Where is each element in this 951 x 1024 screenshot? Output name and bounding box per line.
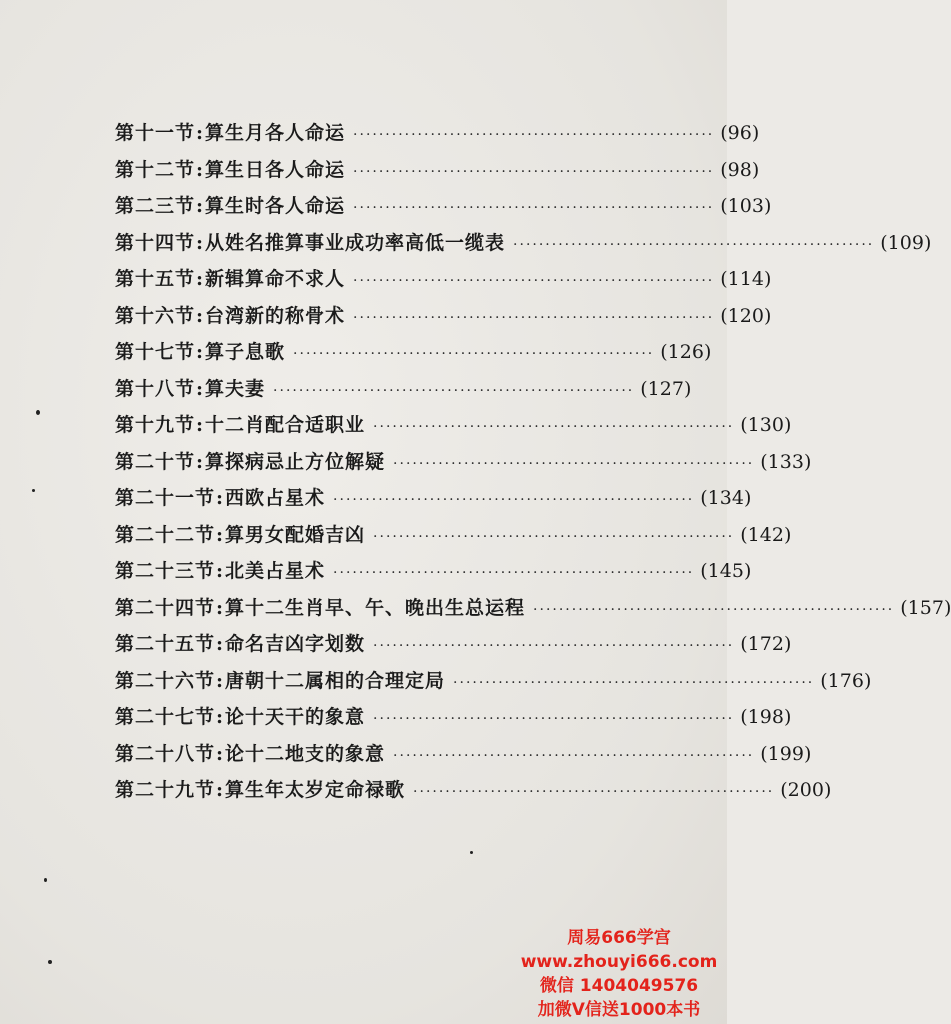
toc-entry — [115, 228, 932, 265]
dot-leader: ························································ — [413, 784, 775, 800]
section-number: 第十二节 — [115, 158, 196, 181]
section-title: 算子息歌 — [205, 341, 286, 363]
section-number: 第十九节 — [115, 414, 196, 436]
separator: : — [216, 706, 225, 728]
section-number: 第十六节 — [115, 304, 196, 327]
section-number: 第二三节 — [115, 195, 196, 217]
separator: : — [196, 122, 205, 144]
section-title: 台湾新的称骨术 — [205, 304, 346, 327]
section-number: 第二十一节 — [115, 487, 216, 509]
dot-leader: ························································ — [393, 455, 755, 472]
page-number: (133) — [760, 450, 812, 473]
separator: : — [216, 742, 225, 765]
section-number: 第十四节 — [115, 231, 196, 254]
separator: : — [196, 450, 205, 473]
section-title: 从姓名推算事业成功率高低一缆表 — [205, 231, 506, 254]
dot-leader: ························································ — [393, 747, 755, 764]
page-number: (200) — [780, 779, 832, 801]
page-number: (96) — [720, 122, 760, 144]
toc-entry — [115, 702, 792, 739]
dot-leader: ························································ — [373, 638, 735, 654]
toc-entry — [115, 629, 792, 666]
section-number: 第十一节 — [115, 122, 196, 144]
page-number: (198) — [740, 706, 792, 728]
dot-leader: ························································ — [373, 711, 735, 727]
toc-entry — [115, 483, 752, 520]
section-number: 第二十二节 — [115, 523, 216, 546]
toc-entry — [115, 337, 712, 374]
dot-leader: ························································ — [453, 674, 815, 691]
watermark-promo: 加微V信送1000本书 — [537, 1000, 701, 1020]
dot-leader: ························································ — [353, 309, 715, 326]
toc-entry — [115, 118, 760, 155]
section-number: 第二十节 — [115, 450, 196, 473]
dot-leader: ························································ — [333, 492, 695, 508]
section-title: 新辑算命不求人 — [205, 268, 346, 290]
section-number: 第二十五节 — [115, 633, 216, 655]
section-title: 北美占星术 — [225, 560, 326, 582]
separator: : — [216, 487, 225, 509]
separator: : — [196, 231, 205, 254]
separator: : — [216, 669, 225, 692]
toc-entry — [115, 520, 792, 557]
section-number: 第二十七节 — [115, 706, 216, 728]
page-number: (145) — [700, 560, 752, 582]
page-number: (120) — [720, 304, 772, 327]
watermark — [519, 926, 719, 1022]
section-title: 算生日各人命运 — [205, 158, 346, 181]
dot-leader: ························································ — [533, 601, 895, 618]
scan-speck — [44, 878, 47, 882]
section-number: 第二十三节 — [115, 560, 216, 582]
section-number: 第二十六节 — [115, 669, 216, 692]
section-title: 算生时各人命运 — [205, 195, 346, 217]
page-number: (109) — [880, 231, 932, 254]
dot-leader: ························································ — [373, 528, 735, 545]
toc-entry — [115, 301, 772, 338]
separator: : — [216, 596, 225, 619]
section-title: 算十二生肖早、午、晚出生总运程 — [225, 596, 526, 619]
section-title: 算生年太岁定命禄歌 — [225, 779, 406, 801]
dot-leader: ························································ — [513, 236, 875, 253]
toc-entry — [115, 556, 752, 593]
toc-entry — [115, 739, 812, 776]
separator: : — [196, 414, 205, 436]
separator: : — [196, 304, 205, 327]
scan-speck — [470, 851, 473, 854]
page-number: (98) — [720, 158, 760, 181]
section-title: 算探病忌止方位解疑 — [205, 450, 386, 473]
page-number: (142) — [740, 523, 792, 546]
dot-leader: ························································ — [333, 565, 695, 581]
page-number: (157) — [900, 596, 951, 619]
section-number: 第二十九节 — [115, 779, 216, 801]
page-number: (134) — [700, 487, 752, 509]
dot-leader: ························································ — [273, 382, 635, 399]
dot-leader: ························································ — [353, 200, 715, 216]
dot-leader: ························································ — [373, 419, 735, 435]
toc-entry — [115, 155, 760, 192]
watermark-wechat: 微信 1404049576 — [539, 976, 699, 996]
separator: : — [216, 779, 225, 801]
page-number: (114) — [720, 268, 772, 290]
section-title: 算男女配婚吉凶 — [225, 523, 366, 546]
page-number: (103) — [720, 195, 772, 217]
toc-entry — [115, 410, 792, 447]
dot-leader: ························································ — [353, 273, 715, 289]
toc-entry — [115, 191, 772, 228]
page-number: (130) — [740, 414, 792, 436]
dot-leader: ························································ — [353, 127, 715, 143]
section-title: 算生月各人命运 — [205, 122, 346, 144]
page-number: (172) — [740, 633, 792, 655]
separator: : — [196, 377, 205, 400]
section-title: 西欧占星术 — [225, 487, 326, 509]
section-number: 第二十八节 — [115, 742, 216, 765]
separator: : — [196, 195, 205, 217]
section-title: 唐朝十二属相的合理定局 — [225, 669, 446, 692]
separator: : — [216, 633, 225, 655]
watermark-name: 周易666学宫 — [567, 928, 671, 948]
separator: : — [196, 158, 205, 181]
page-number: (126) — [660, 341, 712, 363]
scan-speck — [36, 410, 40, 415]
table-of-contents — [115, 118, 951, 812]
scan-speck — [48, 960, 52, 964]
separator: : — [196, 341, 205, 363]
section-title: 论十二地支的象意 — [225, 742, 386, 765]
dot-leader: ························································ — [293, 346, 655, 362]
toc-entry — [115, 374, 692, 411]
dot-leader: ························································ — [353, 163, 715, 180]
section-title: 命名吉凶字划数 — [225, 633, 366, 655]
section-title: 算夫妻 — [205, 377, 266, 400]
page-number: (176) — [820, 669, 872, 692]
separator: : — [216, 560, 225, 582]
separator: : — [216, 523, 225, 546]
toc-entry — [115, 666, 872, 703]
section-number: 第十七节 — [115, 341, 196, 363]
watermark-url: www.zhouyi666.com — [520, 952, 718, 972]
toc-entry — [115, 593, 951, 630]
section-title: 论十天干的象意 — [225, 706, 366, 728]
toc-entry — [115, 775, 832, 812]
separator: : — [196, 268, 205, 290]
scan-speck — [32, 489, 35, 492]
toc-entry — [115, 447, 812, 484]
toc-entry — [115, 264, 772, 301]
section-number: 第十八节 — [115, 377, 196, 400]
section-number: 第二十四节 — [115, 596, 216, 619]
section-number: 第十五节 — [115, 268, 196, 290]
page-number: (127) — [640, 377, 692, 400]
page-number: (199) — [760, 742, 812, 765]
section-title: 十二肖配合适职业 — [205, 414, 366, 436]
